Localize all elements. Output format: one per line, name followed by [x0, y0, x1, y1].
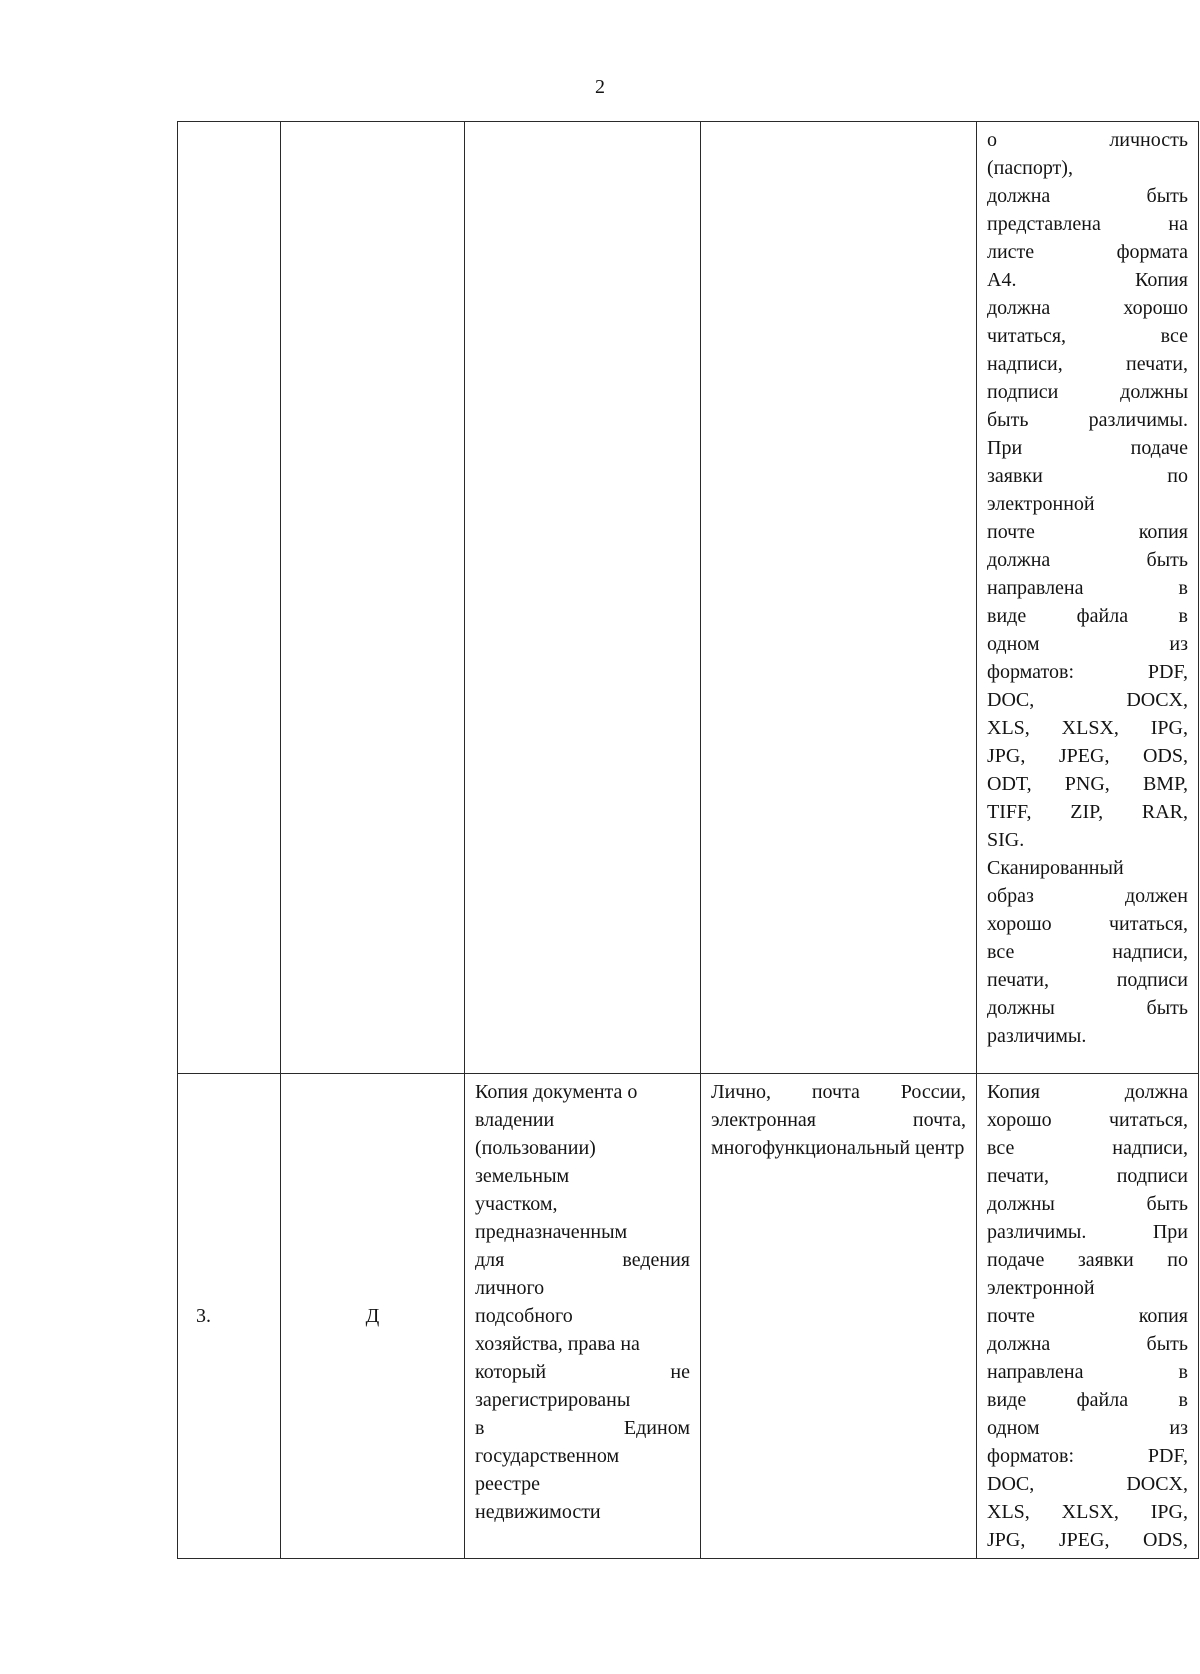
- text-line: Сканированный: [987, 857, 1124, 879]
- table-row: [178, 1074, 1199, 1559]
- table-cell-number: [178, 122, 281, 1074]
- text-line: представлена на: [987, 213, 1188, 235]
- text-line: DOC, DOCX,: [987, 689, 1188, 711]
- text-line: Копия должна: [987, 1081, 1188, 1103]
- text-line: все надписи,: [987, 941, 1188, 963]
- table-cell-document: [465, 122, 701, 1074]
- text-line: земельным: [475, 1165, 570, 1187]
- text-line: одном из: [987, 633, 1188, 655]
- text-line: электронной: [987, 1277, 1095, 1299]
- text-line: виде файла в: [987, 605, 1188, 627]
- text-line: хозяйства, права на: [475, 1333, 640, 1355]
- text-line: должна быть: [987, 185, 1188, 207]
- text-line: надписи, печати,: [987, 353, 1188, 375]
- text-line: участком,: [475, 1193, 558, 1215]
- text-line: виде файла в: [987, 1389, 1188, 1411]
- text-line: форматов: PDF,: [987, 1445, 1188, 1467]
- text-line: образ должен: [987, 885, 1188, 907]
- text-line: должна быть: [987, 549, 1188, 571]
- text-line: DOC, DOCX,: [987, 1473, 1188, 1495]
- table-cell-letter: [281, 122, 465, 1074]
- text-line: недвижимости: [475, 1501, 601, 1523]
- text-line: заявки по: [987, 465, 1188, 487]
- text-line: Копия документа о: [475, 1081, 638, 1103]
- text-line: предназначенным: [475, 1221, 628, 1243]
- table-row: [178, 122, 1199, 1074]
- table-cell-letter: Д: [281, 1074, 465, 1559]
- text-line: подсобного: [475, 1305, 573, 1327]
- requirements-text: [987, 126, 1188, 1050]
- text-line: владении: [475, 1109, 555, 1131]
- table-cell-requirements: [977, 122, 1199, 1074]
- text-line: JPG, JPEG, ODS,: [987, 745, 1188, 767]
- text-line: все надписи,: [987, 1137, 1188, 1159]
- table-cell-method: Лично, почта России, электронная почта, многофункциональный центр: [701, 1074, 977, 1559]
- text-line: одном из: [987, 1417, 1188, 1439]
- requirements-table: [177, 121, 1199, 1559]
- text-line: форматов: PDF,: [987, 661, 1188, 683]
- text-line: А4. Копия: [987, 269, 1188, 291]
- text-line: зарегистрированы: [475, 1389, 631, 1411]
- table-cell-method: [701, 122, 977, 1074]
- text-line: XLS, XLSX, IPG,: [987, 717, 1188, 739]
- text-line: в Едином: [475, 1417, 690, 1439]
- text-line: государственном: [475, 1445, 620, 1467]
- text-line: реестре: [475, 1473, 540, 1495]
- text-line: (пользовании): [475, 1137, 596, 1159]
- text-line: о личность: [987, 129, 1188, 151]
- text-line: который не: [475, 1361, 690, 1383]
- text-line: должна хорошо: [987, 297, 1188, 319]
- text-line: должны быть: [987, 1193, 1188, 1215]
- text-line: почте копия: [987, 521, 1188, 543]
- text-line: почте копия: [987, 1305, 1188, 1327]
- text-line: ODT, PNG, BMP,: [987, 773, 1188, 795]
- page-number: 2: [595, 76, 605, 98]
- text-line: хорошо читаться,: [987, 913, 1188, 935]
- text-line: различимы.: [987, 1025, 1087, 1047]
- text-line: электронной: [987, 493, 1095, 515]
- requirements-text: [987, 1078, 1188, 1554]
- text-line: JPG, JPEG, ODS,: [987, 1529, 1188, 1551]
- text-line: XLS, XLSX, IPG,: [987, 1501, 1188, 1523]
- text-line: При подаче: [987, 437, 1188, 459]
- text-line: читаться, все: [987, 325, 1188, 347]
- text-line: личного: [475, 1277, 545, 1299]
- text-line: печати, подписи: [987, 969, 1188, 991]
- text-line: должна быть: [987, 1333, 1188, 1355]
- text-line: SIG.: [987, 829, 1025, 851]
- text-line: подписи должны: [987, 381, 1188, 403]
- table-cell-document: [465, 1074, 701, 1559]
- text-line: печати, подписи: [987, 1165, 1188, 1187]
- text-line: листе формата: [987, 241, 1188, 263]
- text-line: (паспорт),: [987, 157, 1073, 179]
- table-cell-requirements: [977, 1074, 1199, 1559]
- text-line: быть различимы.: [987, 409, 1188, 431]
- table-cell-number: 3.: [178, 1074, 281, 1559]
- text-line: направлена в: [987, 1361, 1188, 1383]
- text-line: направлена в: [987, 577, 1188, 599]
- text-line: должны быть: [987, 997, 1188, 1019]
- text-line: для ведения: [475, 1249, 690, 1271]
- text-line: различимы. При: [987, 1221, 1188, 1243]
- text-line: TIFF, ZIP, RAR,: [987, 801, 1188, 823]
- text-line: подаче заявки по: [987, 1249, 1188, 1271]
- text-line: хорошо читаться,: [987, 1109, 1188, 1131]
- document-text: [475, 1078, 690, 1526]
